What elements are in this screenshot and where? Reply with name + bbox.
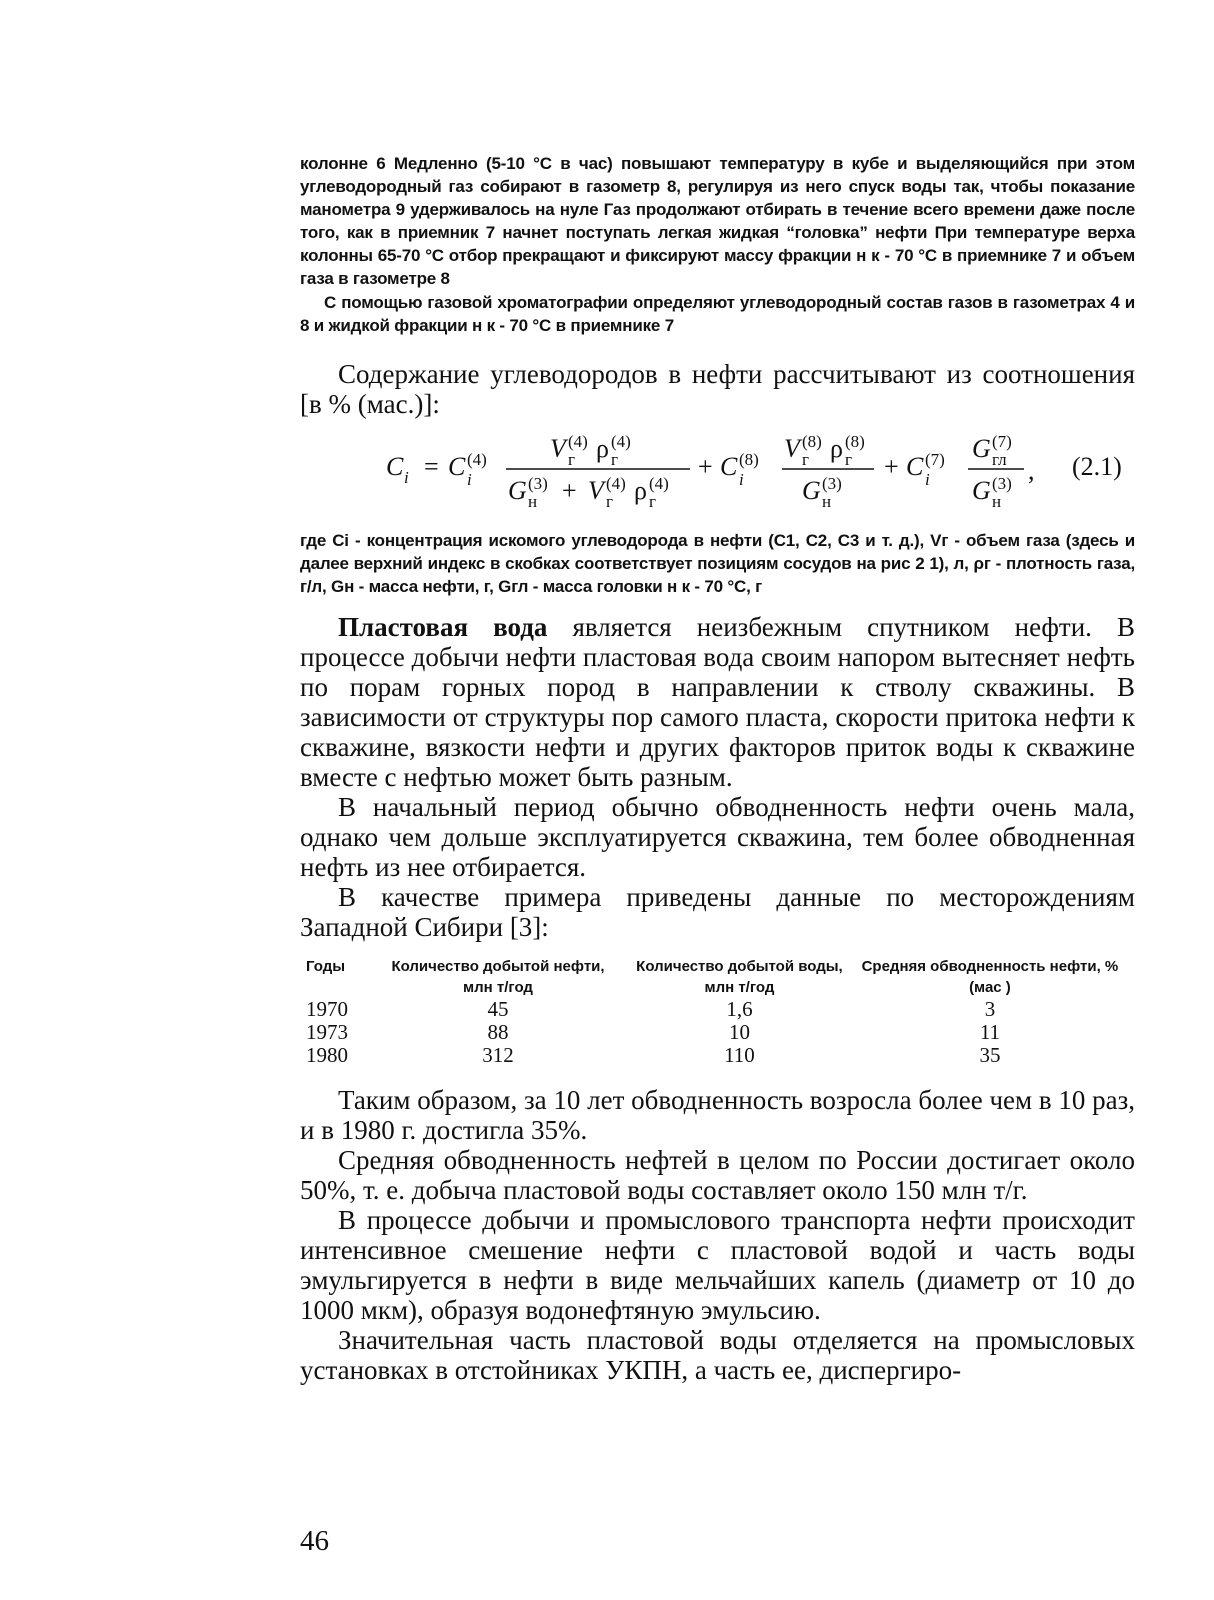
coef-2-sup: (8) (739, 450, 759, 469)
table-cell: 1970 (306, 997, 348, 1021)
frac2-num-V: V (784, 434, 800, 463)
frac1-num-V: V (550, 434, 566, 463)
paragraph-initial-period: В начальный период обычно обводненность нефти очень мала, однако чем дольше эксплуатируется скважина, тем более обводненная нефть из нее отбирается. (300, 792, 1135, 882)
frac2-num-rho: ρ (830, 434, 843, 463)
frac2-den-G-sup: (3) (822, 474, 842, 493)
table-cell: 1973 (306, 1020, 348, 1044)
paragraph-separation: Значительная часть пластовой воды отделяется на промысловых установках в отстойниках УКПН, а часть ее, диспергиро- (300, 1325, 1135, 1385)
page-number: 46 (300, 1525, 329, 1557)
term-formation-water: Пластовая вода (338, 612, 548, 642)
formula-intro-text: Содержание углеводородов в нефти рассчитывают из соотношения [в % (мас.)]: (300, 359, 1135, 419)
table-cell: 45 (487, 997, 509, 1021)
formula-intro (300, 359, 1135, 419)
col-header-years: Годы (306, 958, 346, 975)
paragraph-formation-water (300, 612, 1135, 792)
table-cell: 110 (724, 1043, 755, 1067)
table-cell: 1980 (306, 1043, 348, 1067)
formula-eq: = (424, 452, 439, 481)
frac2-num-rho-sub: г (845, 450, 852, 469)
formula-lhs: C (386, 452, 404, 481)
page-content (300, 152, 1135, 1385)
formula-legend (300, 529, 1135, 598)
coef-2: C (720, 452, 738, 481)
table-cell: 35 (979, 1043, 1001, 1067)
frac2-den-G-sub: н (822, 492, 832, 511)
table-cell: 11 (979, 1020, 1001, 1044)
frac3-den-G-sup: (3) (992, 474, 1012, 493)
table-cell: 312 (482, 1043, 514, 1067)
frac3-den-G: G (972, 476, 991, 505)
table-row (306, 1044, 1121, 1067)
frac1-den-V-sub: г (606, 492, 613, 511)
formation-water-section (300, 612, 1135, 942)
coef-3: C (906, 452, 924, 481)
frac1-den-V: V (588, 476, 604, 505)
plus-1: + (698, 452, 713, 481)
frac3-num-G-sub: гл (992, 450, 1007, 469)
formula-comma: , (1028, 456, 1035, 485)
coef-3-sup: (7) (925, 450, 945, 469)
frac2-den-G: G (802, 476, 821, 505)
table-header-row (306, 956, 1121, 998)
frac1-den-G-sup: (3) (528, 474, 548, 493)
col-header-watercut: Средняя обводненность нефти, % (мас ) (861, 958, 1119, 996)
paragraph-formation-water-text: является неизбежным спутником нефти. В процессе добычи нефти пластовая вода своим напором вытесняет нефть по порам горных пород в направлении к стволу скважины. В зависимости от структуры пор самого пласта, скорости притока нефти к скважине, вязкости нефти и других факторов приток воды к скважине вместе с нефтью может быть разным. (300, 612, 1135, 792)
paragraph-example-intro: В качестве примера приведены данные по месторождениям Западной Сибири [3]: (300, 882, 1135, 942)
frac1-den-rho-sub: г (649, 492, 656, 511)
table-cell: 88 (487, 1020, 509, 1044)
table-cell: 1,6 (726, 997, 753, 1021)
frac1-num-rho-sub: г (611, 450, 618, 469)
paragraph-russia-average: Средняя обводненность нефтей в целом по России достигает около 50%, т. е. добыча пластовой воды составляет около 150 млн т/г. (300, 1145, 1135, 1205)
frac1-den-rho-sup: (4) (649, 474, 669, 493)
table-cell: 3 (984, 997, 996, 1021)
plus-2: + (884, 452, 899, 481)
table-cell: 10 (728, 1020, 750, 1044)
frac2-num-rho-sup: (8) (845, 432, 865, 451)
paragraph-column-procedure: колонне 6 Медленно (5-10 °С в час) повышают температуру в кубе и выделяющийся при этом углеводородный газ собирают в газометр 8, регулируя из него спуск воды так, чтобы показание манометра 9 удерживалось на нуле Газ продолжают отбирать в течение всего времени даже после того, как в приемник 7 начнет поступать легкая жидкая “головка” нефти При температуре верха колонны 65-70 °С отбор прекращают и фиксируют массу фракции н к - 70 °С в приемнике 7 и объем газа в газометре 8 (300, 154, 1135, 288)
frac1-num-rho: ρ (596, 434, 609, 463)
frac1-num-rho-sup: (4) (611, 432, 631, 451)
frac1-den-V-sup: (4) (606, 474, 626, 493)
coef-2-sub: i (739, 470, 744, 489)
paragraph-emulsion: В процессе добычи и промыслового транспорта нефти происходит интенсивное смешение нефти с пластовой водой и часть воды эмульгируется в нефти в виде мельчайших капель (диаметр от 10 до 1000 мкм), образуя водонефтяную эмульсию. (300, 1205, 1135, 1325)
small-text-block (300, 152, 1135, 337)
frac2-num-V-sub: г (802, 450, 809, 469)
frac1-num-V-sub: г (568, 450, 575, 469)
frac2-num-V-sup: (8) (802, 432, 822, 451)
frac1-den-G-sub: н (528, 492, 538, 511)
formula-svg (300, 427, 1135, 519)
frac1-den-rho: ρ (634, 476, 647, 505)
paragraph-watercut-growth: Таким образом, за 10 лет обводненность возросла более чем в 10 раз, и в 1980 г. достигла 35%. (300, 1085, 1135, 1145)
formula-2-1 (300, 427, 1135, 519)
frac1-num-V-sup: (4) (568, 432, 588, 451)
frac3-num-G: G (972, 434, 991, 463)
formula-lhs-sub: i (404, 468, 409, 487)
col-header-oil: Количество добытой нефти, млн т/год (391, 958, 605, 996)
west-siberia-table (306, 956, 1121, 1067)
conclusion-section (300, 1085, 1135, 1385)
col-header-water: Количество добытой воды, млн т/год (636, 958, 843, 996)
coef-1-sup: (4) (467, 450, 487, 469)
frac1-den-G: G (508, 476, 527, 505)
coef-3-sub: i (925, 470, 930, 489)
coef-1-sub: i (467, 470, 472, 489)
table-row (306, 1021, 1121, 1044)
coef-1: C (448, 452, 466, 481)
formula-legend-text: где Ci - концентрация искомого углеводорода в нефти (C1, C2, C3 и т. д.), Vг - объем газа (здесь и далее верхний индекс в скобках соответствует позициям сосудов на рис 2 1), л, ρг - плотность газа, г/л, Gн - масса нефти, г, Gгл - масса головки н к - 70 °С, г (300, 531, 1135, 596)
table-row (306, 998, 1121, 1021)
equation-number: (2.1) (1072, 452, 1122, 481)
frac3-num-G-sup: (7) (992, 432, 1012, 451)
paragraph-chromatography: С помощью газовой хроматографии определяют углеводородный состав газов в газометрах 4 и 8 и жидкой фракции н к - 70 °С в приемнике 7 (300, 293, 1135, 335)
frac1-den-plus: + (562, 476, 577, 505)
frac3-den-G-sub: н (992, 492, 1002, 511)
